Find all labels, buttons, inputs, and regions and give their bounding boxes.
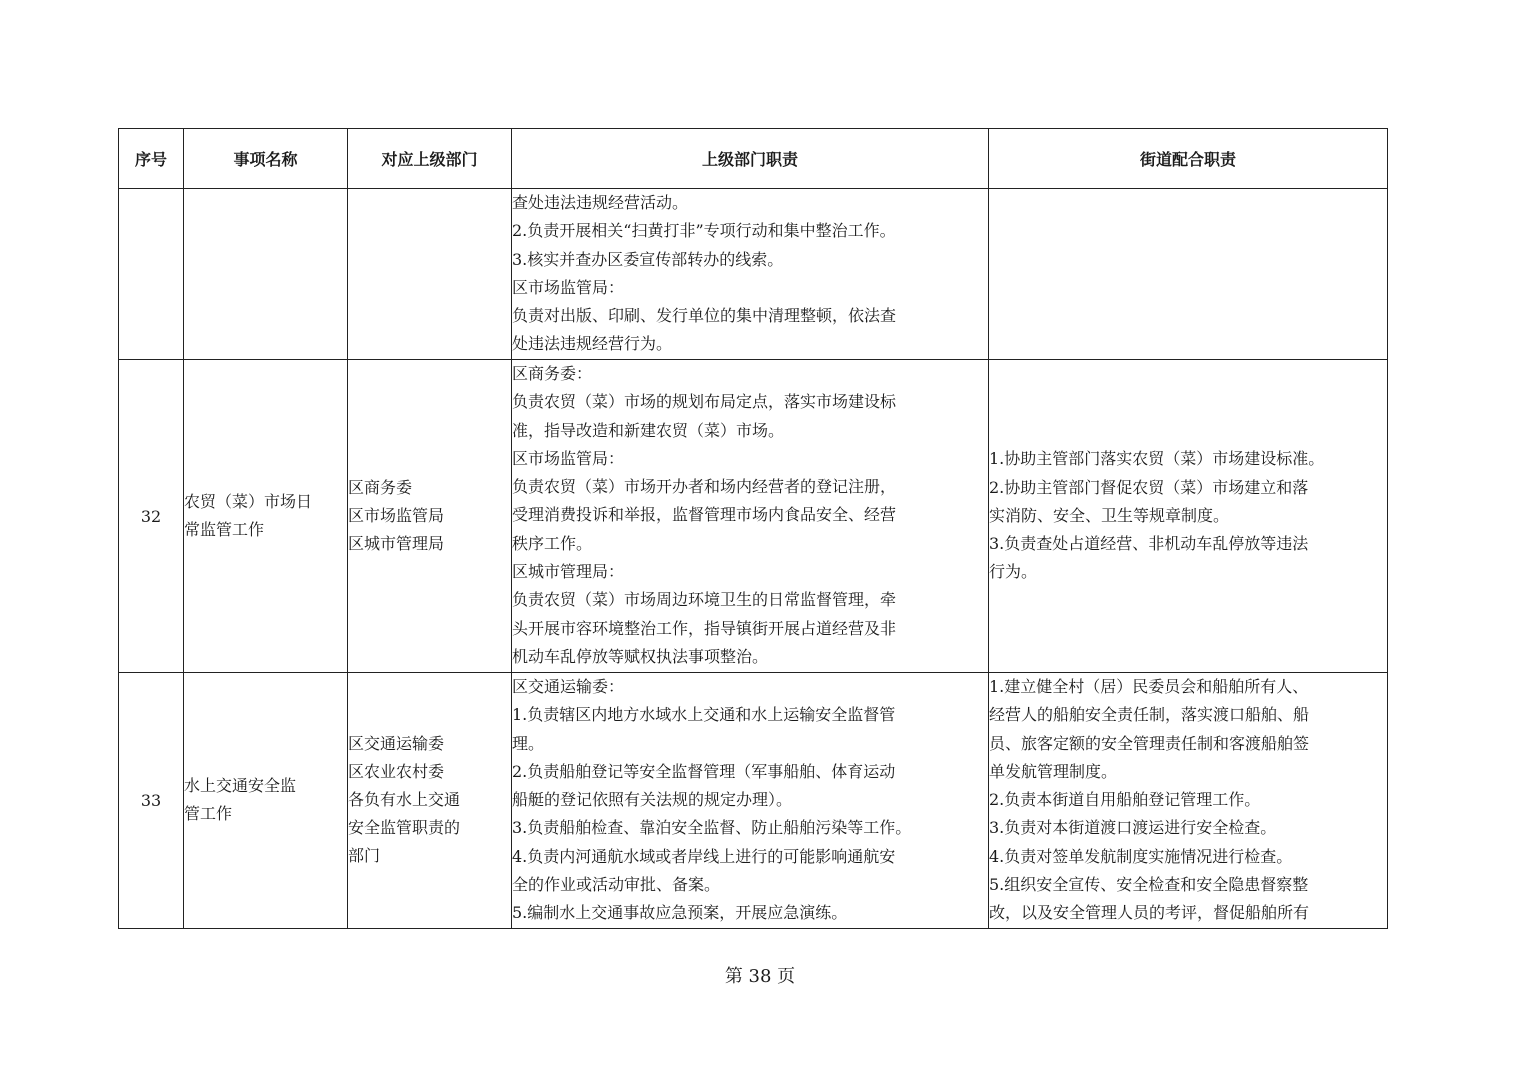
coop-line: 4.负责对签单发航制度实施情况进行检查。 [989, 846, 1293, 866]
coop-line: 2.负责本街道自用船舶登记管理工作。 [989, 790, 1261, 810]
duty-line: 5.编制水上交通事故应急预案，开展应急演练。 [512, 903, 848, 923]
duty-line: 处违法违规经营行为。 [512, 334, 673, 354]
dept-line: 区城市管理局 [348, 534, 445, 553]
item-name-line: 管工作 [184, 804, 233, 824]
coop-cell [989, 360, 1388, 673]
header-item-name: 事项名称 [184, 129, 348, 189]
duty-line: 头开展市容环境整治工作，指导镇街开展占道经营及非 [512, 618, 897, 638]
row-number: 32 [119, 360, 184, 673]
duty-cell [512, 673, 989, 929]
coop-line: 3.负责查处占道经营、非机动车乱停放等违法 [989, 534, 1309, 554]
table-row [119, 189, 1388, 360]
page-number: 第 38 页 [724, 966, 796, 987]
coop-line: 行为。 [989, 562, 1038, 582]
table-row [119, 360, 1388, 673]
dept-cell [348, 189, 512, 360]
duty-line: 区交通运输委： [512, 677, 625, 696]
duty-line: 3.负责船舶检查、靠泊安全监督、防止船舶污染等工作。 [512, 818, 912, 838]
responsibility-table [118, 128, 1388, 929]
duty-line: 负责农贸（菜）市场的规划布局定点，落实市场建设标 [512, 392, 897, 412]
duty-line: 区城市管理局： [512, 562, 625, 582]
duty-line: 负责农贸（菜）市场开办者和场内经营者的登记注册， [512, 477, 897, 497]
duty-line: 区商务委： [512, 364, 593, 383]
table-row [119, 673, 1388, 929]
dept-cell [348, 673, 512, 929]
duty-line: 机动车乱停放等赋权执法事项整治。 [512, 646, 769, 666]
dept-line: 部门 [348, 846, 381, 866]
duty-line: 区市场监管局： [512, 448, 625, 468]
item-name-cell [184, 673, 348, 929]
dept-line: 安全监管职责的 [348, 818, 461, 838]
coop-line: 2.协助主管部门督促农贸（菜）市场建立和落 [989, 477, 1309, 497]
item-name-line: 常监管工作 [184, 520, 265, 539]
duty-line: 2.负责开展相关“扫黄打非”专项行动和集中整治工作。 [512, 221, 896, 241]
item-name-cell [184, 360, 348, 673]
dept-cell [348, 360, 512, 673]
coop-line: 改，以及安全管理人员的考评，督促船舶所有 [989, 903, 1310, 923]
duty-line: 船艇的登记依照有关法规的规定办理）。 [512, 790, 793, 810]
duty-line: 受理消费投诉和举报，监督管理市场内食品安全、经营 [512, 505, 897, 525]
header-superior-dept: 对应上级部门 [348, 129, 512, 189]
duty-line: 准，指导改造和新建农贸（菜）市场。 [512, 420, 785, 440]
item-name-cell [184, 189, 348, 360]
header-seq: 序号 [119, 129, 184, 189]
duty-line: 2.负责船舶登记等安全监督管理（军事船舶、体育运动 [512, 761, 896, 781]
coop-cell [989, 673, 1388, 929]
dept-line: 区农业农村委 [348, 762, 445, 782]
duty-line: 1.负责辖区内地方水域水上交通和水上运输安全监督管 [512, 705, 896, 725]
duty-line: 负责对出版、印刷、发行单位的集中清理整顿，依法查 [512, 306, 897, 326]
header-street-coop: 街道配合职责 [989, 129, 1388, 189]
dept-line: 区市场监管局 [348, 506, 445, 525]
duty-line: 区市场监管局： [512, 277, 625, 297]
dept-line: 区商务委 [348, 478, 413, 497]
item-name-line: 农贸（菜）市场日 [184, 492, 313, 511]
row-number: 33 [119, 673, 184, 929]
header-superior-duty: 上级部门职责 [512, 129, 989, 189]
duty-line: 全的作业或活动审批、备案。 [512, 875, 721, 895]
coop-line: 3.负责对本街道渡口渡运进行安全检查。 [989, 818, 1277, 838]
duty-line: 负责农贸（菜）市场周边环境卫生的日常监督管理，牵 [512, 590, 897, 610]
duty-line: 4.负责内河通航水域或者岸线上进行的可能影响通航安 [512, 846, 896, 866]
row-number [119, 189, 184, 360]
duty-cell [512, 360, 989, 673]
coop-cell [989, 189, 1388, 360]
coop-line: 员、旅客定额的安全管理责任制和客渡船舶签 [989, 733, 1310, 753]
coop-line: 实消防、安全、卫生等规章制度。 [989, 505, 1230, 525]
duty-line: 查处违法违规经营活动。 [512, 193, 689, 212]
duty-line: 理。 [512, 733, 545, 753]
coop-line: 单发航管理制度。 [989, 761, 1118, 781]
duty-line: 秩序工作。 [512, 533, 593, 553]
dept-line: 区交通运输委 [348, 734, 445, 754]
item-name-line: 水上交通安全监 [184, 776, 297, 796]
dept-line: 各负有水上交通 [348, 790, 461, 810]
coop-line: 1.建立健全村（居）民委员会和船舶所有人、 [989, 677, 1309, 696]
duty-cell [512, 189, 989, 360]
header-row [119, 129, 1388, 189]
coop-line: 经营人的船舶安全责任制，落实渡口船舶、船 [989, 705, 1310, 725]
coop-line: 5.组织安全宣传、安全检查和安全隐患督察整 [989, 875, 1309, 895]
duty-line: 3.核实并查办区委宣传部转办的线索。 [512, 249, 784, 269]
coop-line: 1.协助主管部门落实农贸（菜）市场建设标准。 [989, 449, 1325, 469]
